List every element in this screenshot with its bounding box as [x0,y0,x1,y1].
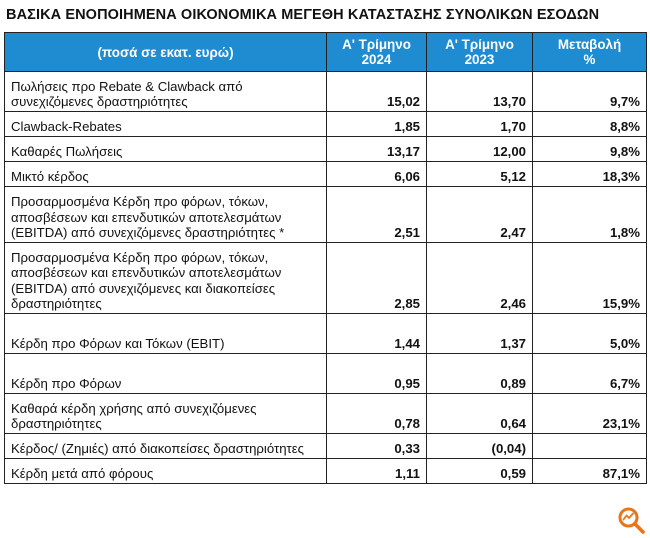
row-label [5,314,327,354]
value-change: 23,1% [533,394,647,434]
value-q1-2023: 2,47 [427,187,533,243]
table-row [5,314,647,354]
value-q1-2023: 1,70 [427,112,533,137]
table-row [5,137,647,162]
magnifier-logo-icon [616,505,646,535]
header-q1-2023-line2: 2023 [464,52,495,67]
value-change: 9,8% [533,137,647,162]
row-label-line: Προσαρμοσμένα Κέρδη προ φόρων, τόκων, [11,249,269,265]
value-change: 18,3% [533,162,647,187]
row-label-line: Κέρδη μετά από φόρους [11,466,154,482]
row-label-line: Κέρδη προ Φόρων [11,376,122,392]
value-q1-2023: 0,89 [427,354,533,394]
value-q1-2023: 12,00 [427,137,533,162]
row-label-line: Καθαρά κέρδη χρήσης από συνεχιζόμενες [11,400,257,416]
row-label-line: Κέρδος/ (Ζημιές) από διακοπείσες δραστηριότητες [11,441,304,457]
value-change: 9,7% [533,72,647,112]
table-row [5,72,647,112]
value-q1-2024: 0,33 [327,434,427,459]
value-change: 15,9% [533,243,647,314]
header-q1-2024-line1: Α' Τρίμηνο [342,37,411,52]
value-q1-2023: 13,70 [427,72,533,112]
row-label [5,162,327,187]
value-q1-2024: 2,51 [327,187,427,243]
table-row [5,434,647,459]
value-q1-2023: 1,37 [427,314,533,354]
row-label-line: Μικτό κέρδος [11,169,89,185]
value-q1-2023: (0,04) [427,434,533,459]
value-q1-2024: 15,02 [327,72,427,112]
value-q1-2024: 6,06 [327,162,427,187]
row-label-line: αποσβέσεων και επενδυτικών αποτελεσμάτων [11,209,282,225]
table-row [5,459,647,484]
value-q1-2024: 13,17 [327,137,427,162]
header-row [5,33,647,72]
table-header [5,33,647,72]
value-q1-2023: 0,59 [427,459,533,484]
financial-table [4,32,647,484]
row-label-line: Πωλήσεις προ Rebate & Clawback από [11,78,243,94]
value-change: 1,8% [533,187,647,243]
header-q1-2024-line2: 2024 [361,52,392,67]
table-body [5,72,647,484]
table-row [5,162,647,187]
value-q1-2024: 0,78 [327,394,427,434]
row-label [5,72,327,112]
value-change: 8,8% [533,112,647,137]
row-label [5,459,327,484]
row-label-line: δραστηριότητες [11,416,102,432]
value-q1-2023: 5,12 [427,162,533,187]
header-change-line2: % [583,52,596,67]
value-change: 5,0% [533,314,647,354]
table-row [5,187,647,243]
value-change: 6,7% [533,354,647,394]
header-q1-2023 [427,33,533,72]
table-row [5,243,647,314]
row-label [5,112,327,137]
header-q1-2023-line1: Α' Τρίμηνο [445,37,514,52]
row-label [5,187,327,243]
value-q1-2024: 1,85 [327,112,427,137]
header-q1-2024 [327,33,427,72]
value-q1-2024: 0,95 [327,354,427,394]
header-change [533,33,647,72]
value-q1-2024: 1,11 [327,459,427,484]
header-units-label: (ποσά σε εκατ. ευρώ) [5,33,327,72]
row-label [5,434,327,459]
row-label-line: αποσβέσεων και επενδυτικών αποτελεσμάτων [11,265,282,281]
row-label-line: Κέρδη προ Φόρων και Τόκων (EBIT) [11,336,225,352]
row-label-line: δραστηριότητες [11,296,102,312]
row-label-line: Προσαρμοσμένα Κέρδη προ φόρων, τόκων, [11,194,269,210]
value-q1-2023: 2,46 [427,243,533,314]
row-label [5,394,327,434]
row-label [5,137,327,162]
row-label-line: (EBITDA) από συνεχιζόμενες και διακοπείσες [11,280,276,296]
table-row [5,354,647,394]
header-change-line1: Μεταβολή [557,37,622,52]
table-row [5,394,647,434]
row-label [5,354,327,394]
value-q1-2024: 1,44 [327,314,427,354]
value-q1-2024: 2,85 [327,243,427,314]
row-label-line: Clawback-Rebates [11,119,122,135]
row-label [5,243,327,314]
value-change [533,434,647,459]
value-q1-2023: 0,64 [427,394,533,434]
value-change: 87,1% [533,459,647,484]
row-label-line: (EBITDA) από συνεχιζόμενες δραστηριότητες * [11,225,285,241]
row-label-line: Καθαρές Πωλήσεις [11,144,123,160]
page-title: ΒΑΣΙΚΑ ΕΝΟΠΟΙΗΜΕΝΑ ΟΙΚΟΝΟΜΙΚΑ ΜΕΓΕΘΗ ΚΑΤΑΣΤΑΣΗΣ ΣΥΝΟΛΙΚΩΝ ΕΣΟΔΩΝ [6,7,600,23]
table-row [5,112,647,137]
row-label-line: συνεχιζόμενες δραστηριότητες [11,94,188,110]
